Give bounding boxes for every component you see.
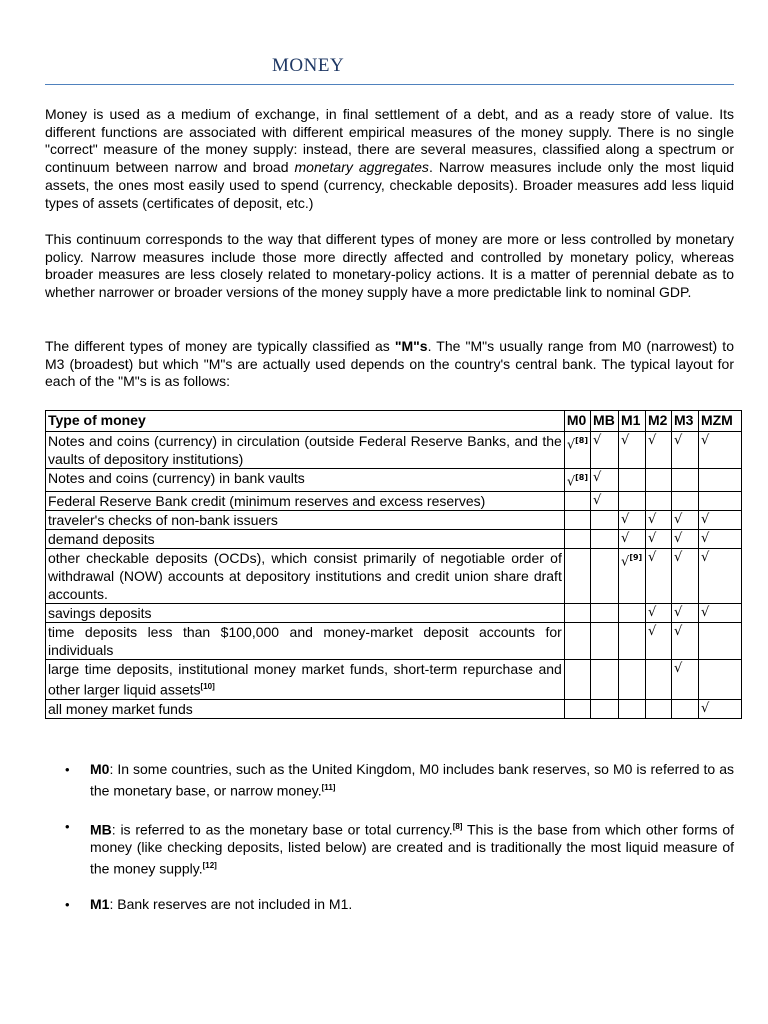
mzm-check-icon: √ xyxy=(698,511,741,530)
m0-check-icon xyxy=(564,699,590,718)
m2-check-icon xyxy=(646,469,672,492)
row-desc: Federal Reserve Bank credit (minimum reserves and excess reserves) xyxy=(46,492,565,511)
list-item xyxy=(45,818,734,878)
types-bold-ms: "M"s xyxy=(394,338,428,354)
mb-check-icon xyxy=(591,511,619,530)
intro-paragraph xyxy=(45,106,734,212)
table-row xyxy=(46,432,742,469)
table-row xyxy=(46,699,742,718)
m3-check-icon: √ xyxy=(671,623,698,660)
m0-check-icon xyxy=(564,549,590,604)
mzm-check-icon: √ xyxy=(698,432,741,469)
m2-check-icon: √ xyxy=(646,511,672,530)
mzm-check-icon xyxy=(698,660,741,700)
mb-check-icon xyxy=(591,623,619,660)
definition-text-continued: This is the base from which other forms of money (like checking deposits, listed below) are created and is traditionally the most liquid measure of the money supply. xyxy=(90,821,734,877)
row-desc: time deposits less than $100,000 and money-market deposit accounts for individuals xyxy=(46,623,565,660)
m1-check-icon xyxy=(619,604,646,623)
m0-check-icon xyxy=(564,492,590,511)
mb-check-icon: √ xyxy=(591,492,619,511)
m2-check-icon: √ xyxy=(646,530,672,549)
row-desc: demand deposits xyxy=(46,530,565,549)
desc-footnote: [10] xyxy=(200,682,215,692)
header-m3: M3 xyxy=(671,411,698,432)
mzm-check-icon: √ xyxy=(698,549,741,604)
m3-check-icon: √ xyxy=(671,549,698,604)
definition-term: MB xyxy=(90,821,112,838)
row-desc: Notes and coins (currency) in circulation (outside Federal Reserve Banks, and the vaults of depository institutions) xyxy=(46,432,565,469)
m2-check-icon: √ xyxy=(646,549,672,604)
table-row xyxy=(46,549,742,604)
m1-check-icon: √ xyxy=(619,530,646,549)
table-header-row xyxy=(46,411,742,432)
types-text-a: The different types of money are typically classified as xyxy=(45,338,395,354)
m0-footnote: [8] xyxy=(575,473,589,482)
mzm-check-icon xyxy=(698,623,741,660)
title-rule xyxy=(45,84,734,85)
m0-check-icon: √[8] xyxy=(564,432,590,469)
m0-check-icon xyxy=(564,604,590,623)
row-desc: Notes and coins (currency) in bank vaults xyxy=(46,469,565,492)
m2-check-icon xyxy=(646,660,672,700)
header-m0: M0 xyxy=(564,411,590,432)
header-mb: MB xyxy=(591,411,619,432)
m2-check-icon: √ xyxy=(646,432,672,469)
m3-check-icon: √ xyxy=(671,432,698,469)
definition-text: : Bank reserves are not included in M1. xyxy=(109,896,353,913)
m3-check-icon xyxy=(671,699,698,718)
mb-check-icon xyxy=(591,549,619,604)
page-title: MONEY xyxy=(272,55,345,76)
row-desc: all money market funds xyxy=(46,699,565,718)
header-mzm: MZM xyxy=(698,411,741,432)
m1-check-icon xyxy=(619,469,646,492)
mzm-check-icon xyxy=(698,469,741,492)
m2-check-icon: √ xyxy=(646,623,672,660)
mzm-check-icon: √ xyxy=(698,699,741,718)
table-row xyxy=(46,492,742,511)
m1-check-icon xyxy=(619,492,646,511)
intro-emphasis: monetary aggregates xyxy=(294,159,429,176)
m0-check-icon xyxy=(564,660,590,700)
bullet-icon: • xyxy=(65,819,70,835)
intro-text-a: Money is used as a medium of exchange, in final settlement of a debt, and as a ready store of value. Its different functions are associated with different empirical measures of the money supply. There is no single "correct" measure of the money supply: instead, there are several measures, classified along a spectrum or continuum between narrow and broad xyxy=(45,106,734,176)
definition-text: : is referred to as the monetary base or total currency. xyxy=(111,821,453,838)
m2-check-icon xyxy=(646,699,672,718)
m0-check-icon: √[8] xyxy=(564,469,590,492)
types-paragraph xyxy=(45,338,734,391)
m1-footnote: [9] xyxy=(629,553,643,563)
m0-check-icon xyxy=(564,511,590,530)
continuum-paragraph: This continuum corresponds to the way that different types of money are more or less controlled by monetary policy. Narrow measures include those more directly affected and controlled by monetary policy, whereas broader measures are less closely related to monetary-policy actions. It is a matter of perennial debate as to whether narrower or broader versions of the money supply have a more predictable link to nominal GDP. xyxy=(45,231,734,301)
table-row xyxy=(46,623,742,660)
m0-footnote: [8] xyxy=(575,436,589,445)
mzm-check-icon: √ xyxy=(698,530,741,549)
definition-footnote-2: [12] xyxy=(202,861,217,871)
m0-check-icon xyxy=(564,623,590,660)
m3-check-icon: √ xyxy=(671,604,698,623)
mzm-check-icon: √ xyxy=(698,604,741,623)
m3-check-icon xyxy=(671,492,698,511)
m1-check-icon xyxy=(619,699,646,718)
m3-check-icon xyxy=(671,469,698,492)
header-m2: M2 xyxy=(646,411,672,432)
m2-check-icon: √ xyxy=(646,604,672,623)
mb-check-icon: √ xyxy=(591,469,619,492)
list-item xyxy=(45,896,734,914)
mb-check-icon xyxy=(591,604,619,623)
table-row xyxy=(46,530,742,549)
definitions-list xyxy=(45,761,734,932)
m1-check-icon: √[9] xyxy=(619,549,646,604)
m3-check-icon: √ xyxy=(671,530,698,549)
m1-check-icon xyxy=(619,623,646,660)
table-row xyxy=(46,660,742,700)
table-row xyxy=(46,469,742,492)
m1-check-icon: √ xyxy=(619,511,646,530)
row-desc: savings deposits xyxy=(46,604,565,623)
table-row xyxy=(46,511,742,530)
m1-check-icon: √ xyxy=(619,432,646,469)
m0-check-icon xyxy=(564,530,590,549)
m3-check-icon: √ xyxy=(671,511,698,530)
intro-text-b: . Narrow measures include only the most liquid assets, the ones most easily used to spend (currency, checkable deposits). Broader measures add less liquid types of assets (certificates of deposit, etc.) xyxy=(45,159,734,211)
bullet-icon: • xyxy=(65,762,70,777)
header-type: Type of money xyxy=(46,411,565,432)
mb-check-icon: √ xyxy=(591,432,619,469)
list-item xyxy=(45,761,734,800)
bullet-icon: • xyxy=(65,897,70,913)
definition-footnote: [11] xyxy=(321,782,336,792)
definition-term: M1 xyxy=(90,896,110,913)
mb-check-icon xyxy=(591,660,619,700)
types-text-b: . The "M"s usually range from M0 (narrowest) to M3 (broadest) but which "M"s are actually used depends on the country's central bank. The typical layout for each of the "M"s is as follows: xyxy=(45,338,734,390)
m2-check-icon xyxy=(646,492,672,511)
m3-check-icon: √ xyxy=(671,660,698,700)
row-desc: large time deposits, institutional money market funds, short-term repurchase and other larger liquid assets[10] xyxy=(46,660,565,700)
mzm-check-icon xyxy=(698,492,741,511)
definition-text: : In some countries, such as the United Kingdom, M0 includes bank reserves, so M0 is referred to as the monetary base, or narrow money. xyxy=(90,761,734,799)
row-desc: other checkable deposits (OCDs), which consist primarily of negotiable order of withdrawal (NOW) accounts at depository institutions and credit union share draft accounts. xyxy=(46,549,565,604)
definition-footnote: [8] xyxy=(452,822,463,832)
mb-check-icon xyxy=(591,699,619,718)
table-row xyxy=(46,604,742,623)
mb-check-icon xyxy=(591,530,619,549)
money-types-table xyxy=(45,410,742,719)
row-desc: traveler's checks of non-bank issuers xyxy=(46,511,565,530)
header-m1: M1 xyxy=(619,411,646,432)
definition-term: M0 xyxy=(90,761,110,777)
m1-check-icon xyxy=(619,660,646,700)
